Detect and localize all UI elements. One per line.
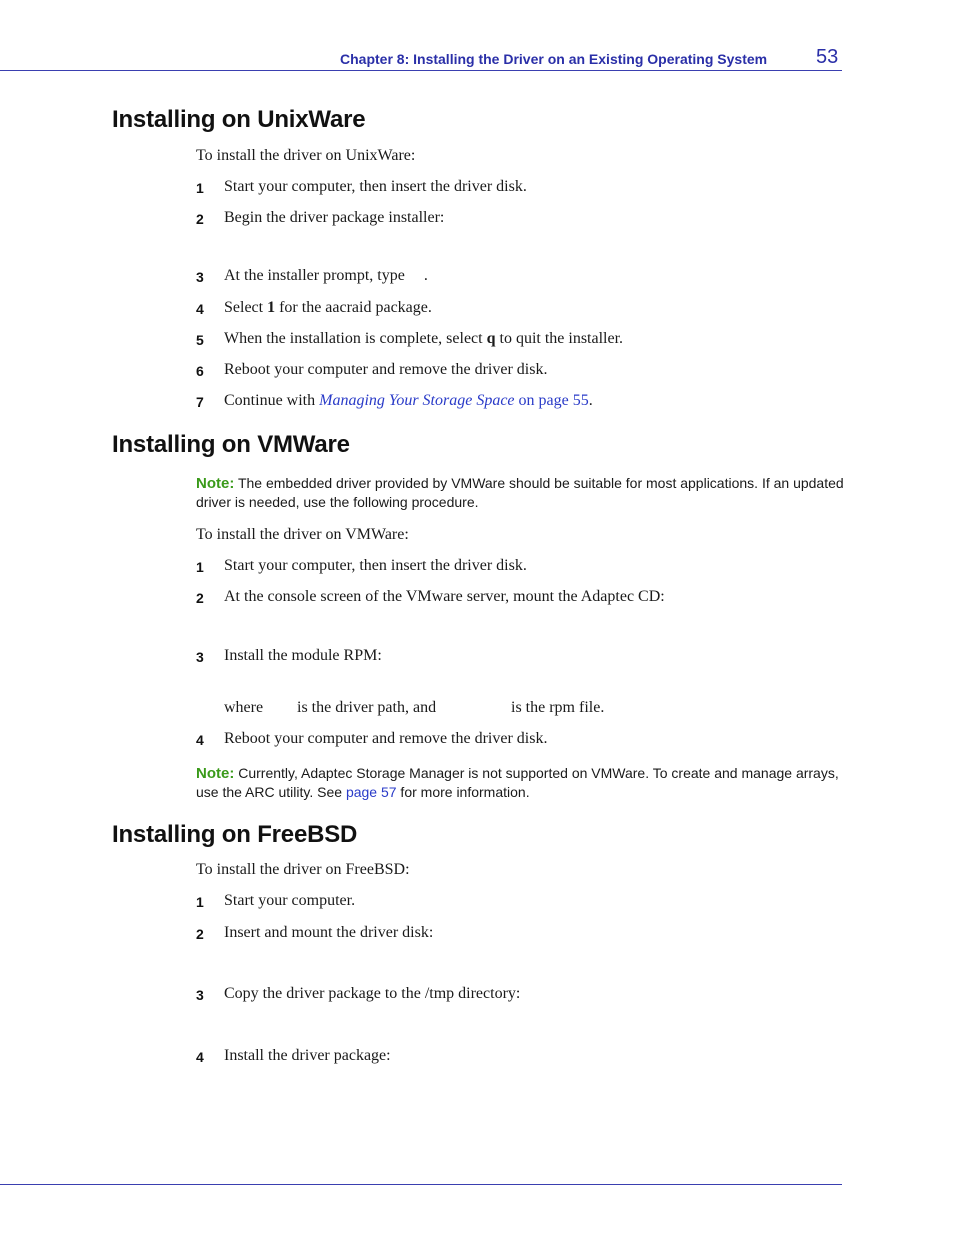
step-text: Start your computer, then insert the driver disk. xyxy=(224,178,527,195)
step-number: 4 xyxy=(196,1049,204,1065)
step-number: 1 xyxy=(196,180,204,196)
step-text: Copy the driver package to the /tmp directory: xyxy=(224,985,521,1002)
step-text: Reboot your computer and remove the driver disk. xyxy=(224,730,548,747)
note-text: The embedded driver provided by VMWare should be suitable for most applications. If an updated driver is needed, use the following procedure. xyxy=(196,475,844,510)
managing-storage-link[interactable]: Managing Your Storage Space xyxy=(319,392,515,409)
step-number: 2 xyxy=(196,926,204,942)
step-number: 7 xyxy=(196,394,204,410)
step-number: 3 xyxy=(196,269,204,285)
page-55-link[interactable]: on page 55 xyxy=(514,392,589,409)
where-driver-path: is the driver path, and xyxy=(297,699,437,716)
step-text: Install the driver package: xyxy=(224,1047,391,1064)
step-number: 2 xyxy=(196,211,204,227)
step-text: Continue with Managing Your Storage Space on page 55. xyxy=(224,392,593,409)
step-text: Insert and mount the driver disk: xyxy=(224,924,434,941)
freebsd-heading: Installing on FreeBSD xyxy=(112,821,358,848)
note-label: Note: xyxy=(196,475,235,492)
unixware-heading: Installing on UnixWare xyxy=(112,106,366,133)
step-number: 1 xyxy=(196,894,204,910)
running-head: Chapter 8: Installing the Driver on an Existing Operating System xyxy=(340,51,768,67)
vmware-note-embedded xyxy=(196,474,846,511)
vmware-heading: Installing on VMWare xyxy=(112,431,350,458)
page-number: 53 xyxy=(816,46,839,68)
where-rpm-file: is the rpm file. xyxy=(511,699,605,716)
vmware-note-storage-manager xyxy=(196,764,846,801)
step-number: 4 xyxy=(196,301,204,317)
step-number: 3 xyxy=(196,649,204,665)
vmware-intro: To install the driver on VMWare: xyxy=(196,526,409,543)
freebsd-intro: To install the driver on FreeBSD: xyxy=(196,861,410,878)
step-text: When the installation is complete, select q to quit the installer. xyxy=(224,330,624,347)
step-number: 3 xyxy=(196,987,204,1003)
step-text: Install the module RPM: xyxy=(224,647,382,664)
where-word: where xyxy=(224,699,264,716)
note-text-end: for more information. xyxy=(396,784,530,800)
step-number: 5 xyxy=(196,332,204,348)
step-text: Start your computer, then insert the driver disk. xyxy=(224,557,527,574)
step-text: At the installer prompt, type . xyxy=(224,267,428,284)
page-57-link[interactable]: page 57 xyxy=(345,784,397,800)
step-number: 2 xyxy=(196,590,204,606)
note-label: Note: xyxy=(196,765,235,782)
step-text: Start your computer. xyxy=(224,892,356,909)
footer-rule xyxy=(0,1184,842,1185)
note-text: Currently, Adaptec Storage Manager is not supported on VMWare. To create and manage arrays, use the ARC utility. See xyxy=(196,765,839,800)
step-text: Begin the driver package installer: xyxy=(224,209,445,226)
step-number: 6 xyxy=(196,363,204,379)
step-text: At the console screen of the VMware server, mount the Adaptec CD: xyxy=(224,588,665,605)
step-text: Reboot your computer and remove the driver disk. xyxy=(224,361,548,378)
step-number: 1 xyxy=(196,559,204,575)
step-text: Select 1 for the aacraid package. xyxy=(224,299,432,316)
header-rule xyxy=(0,70,842,71)
unixware-intro: To install the driver on UnixWare: xyxy=(196,147,416,164)
step-number: 4 xyxy=(196,732,204,748)
